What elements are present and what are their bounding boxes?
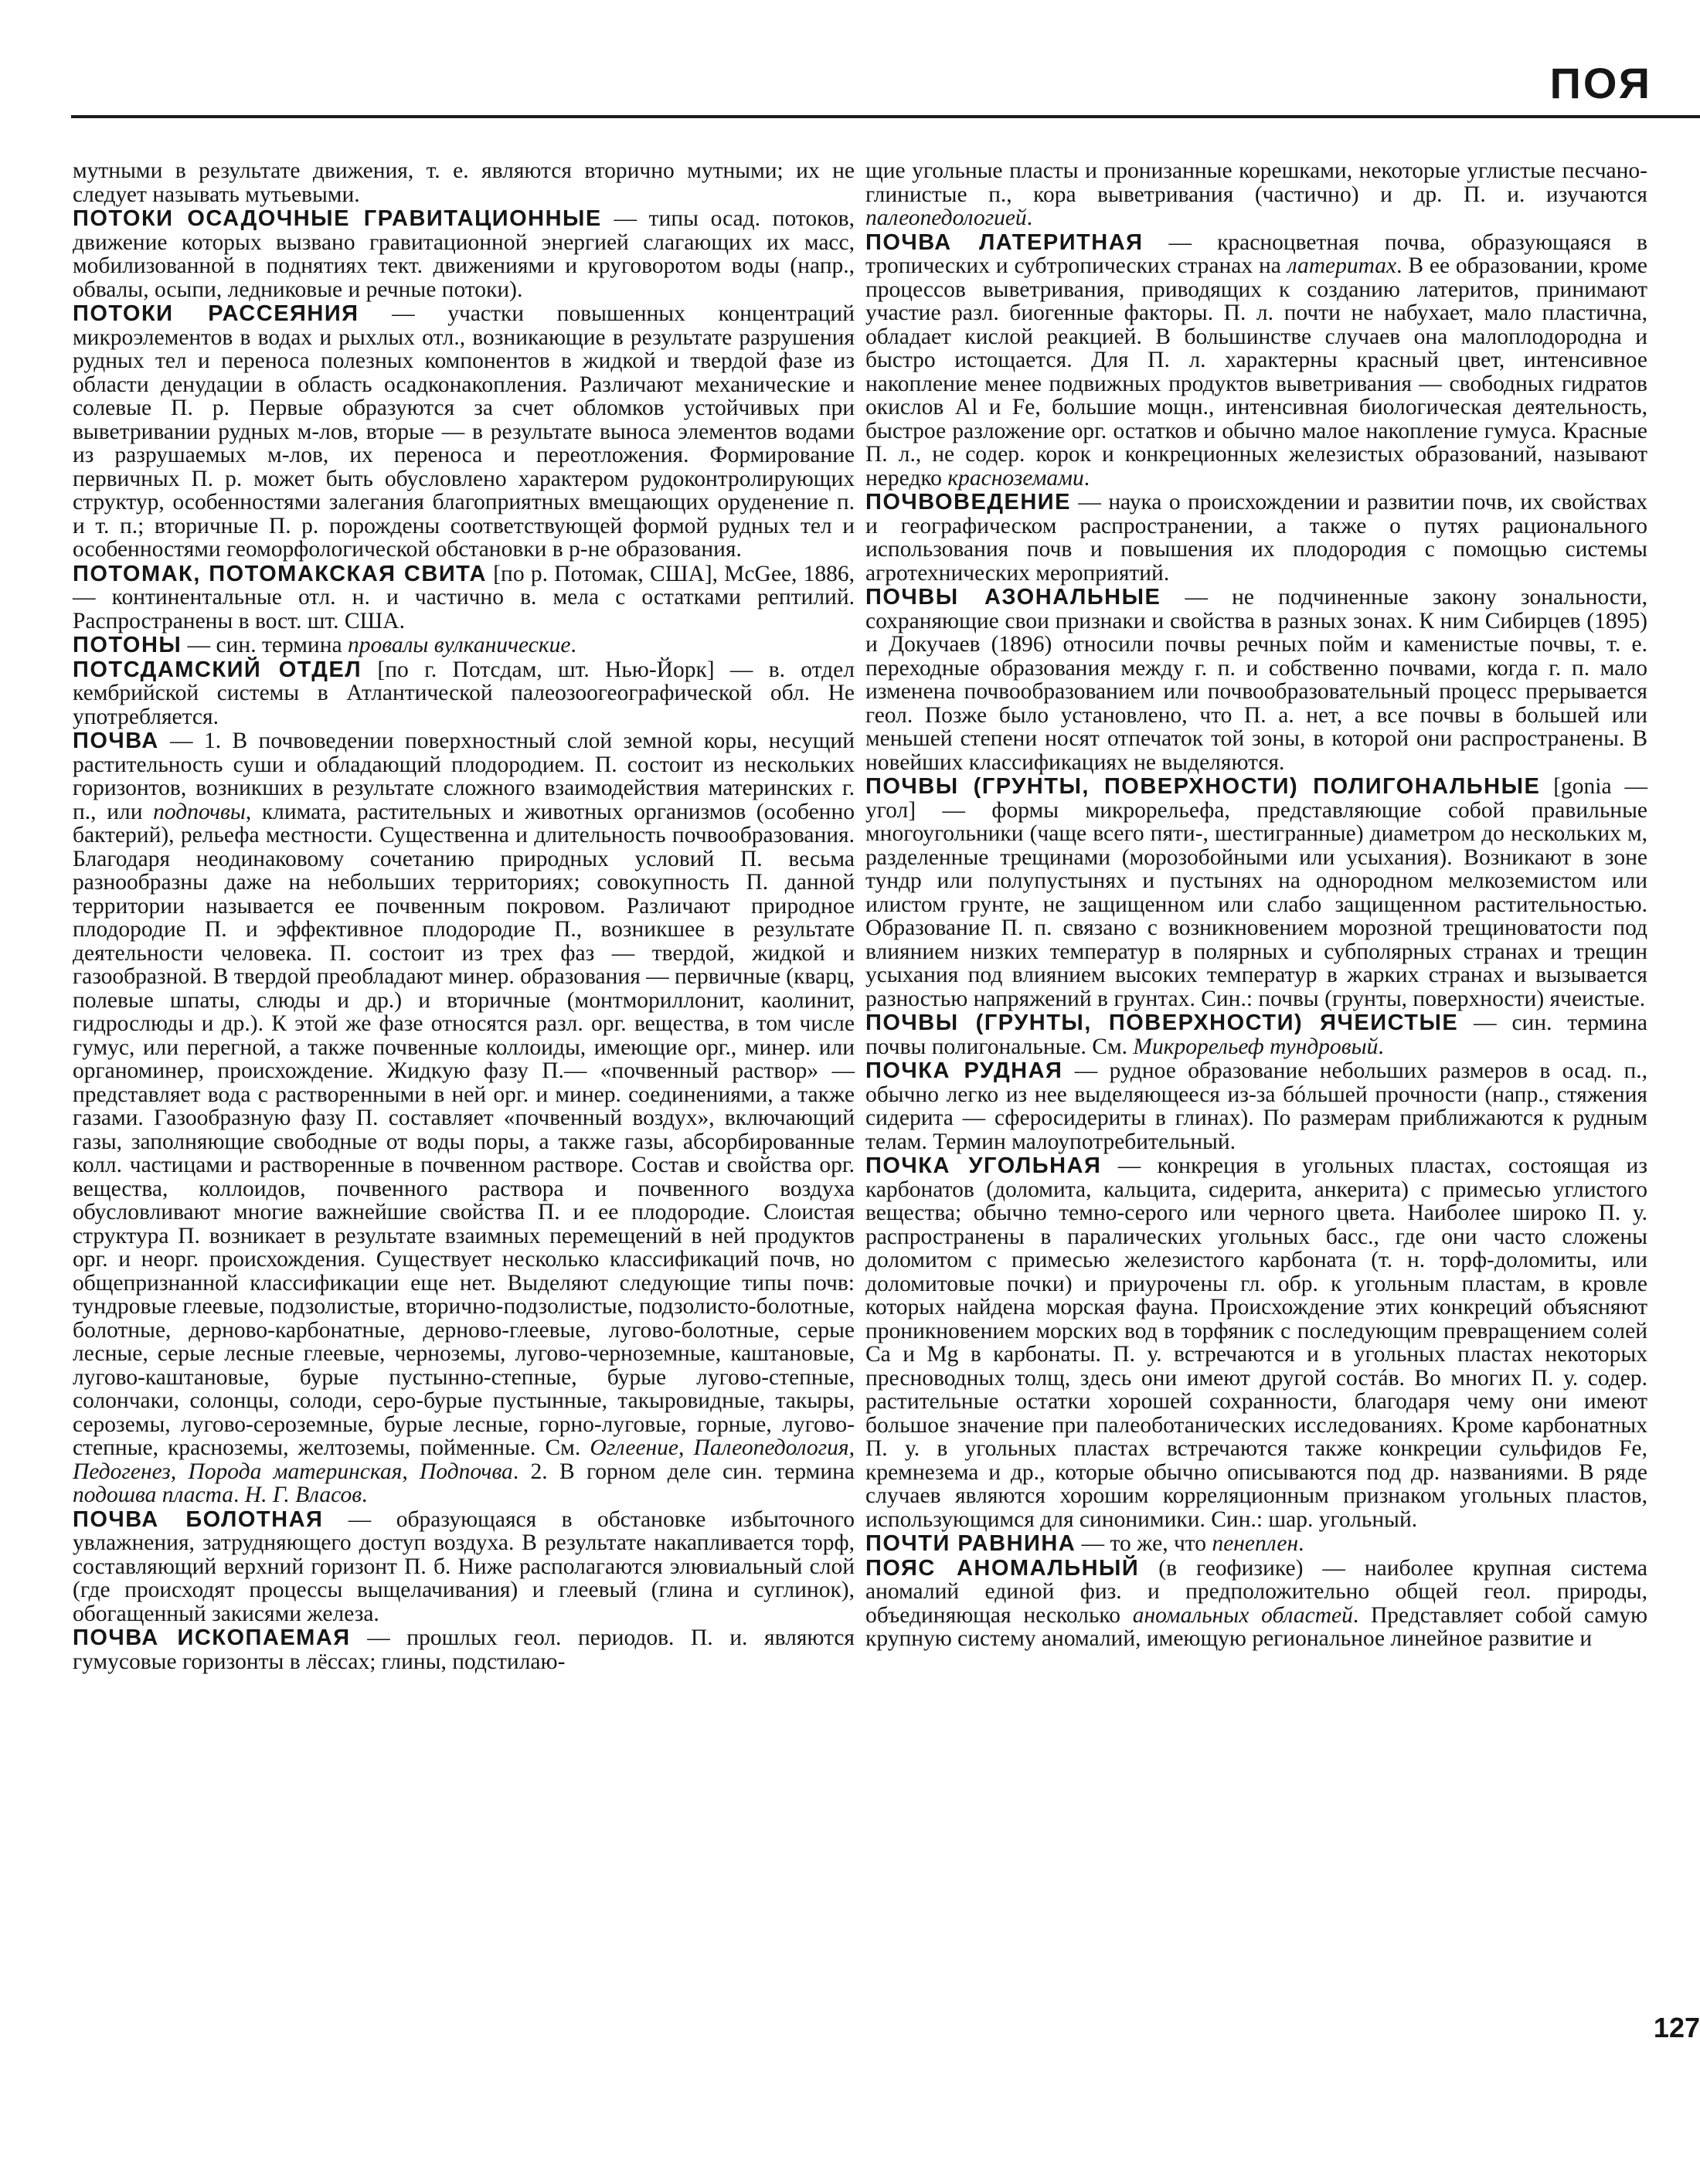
entry-headword: ПОЧВЫ (ГРУНТЫ, ПОВЕРХНОСТИ) ЯЧЕИСТЫЕ	[865, 1010, 1459, 1035]
entry-text: — образующаяся в обстановке избыточного увлажнения, затрудняющего доступ воздуха. В результате накапливается торф, составляющий верхний горизонт П. б. Ниже располагаются элювиальный слой (где происходят процессы выщелачивания) и глеевый (глина и суглинок), обогащенный закисями железа.	[73, 1506, 855, 1626]
entry-headword: ПОТОКИ РАССЕЯНИЯ	[73, 301, 359, 326]
dictionary-entry	[73, 1626, 855, 1673]
dictionary-entry	[73, 633, 855, 657]
dictionary-entry	[73, 302, 855, 562]
entry-headword: ПОЧКА УГОЛЬНАЯ	[865, 1153, 1102, 1178]
entry-reference: пенеплен	[1212, 1531, 1299, 1556]
entry-text: .	[233, 1483, 245, 1507]
entry-headword: ПОЧВА БОЛОТНАЯ	[73, 1506, 324, 1532]
dictionary-entry	[865, 1532, 1647, 1556]
entry-reference: Оглеение, Палеопедология, Педогенез, Порода материнская, Подпочва	[73, 1435, 855, 1484]
entry-text: — типы осад. потоков, движение которых вызвано гравитационной энергией слагающих их масс, мобилизованной в поднятиях тект. движениями и круговоротом воды (напр., обвалы, осыпи, ледниковые и речные потоки).	[73, 206, 855, 302]
entry-headword: ПОЧТИ РАВНИНА	[865, 1531, 1076, 1556]
entry-text: — участки повышенных концентраций микроэлементов в водах и рыхлых отл., возникающие в результате разрушения рудных тел и переноса полезных компонентов в жидкой и твердой фазе из области денудации в область осадконакопления. Различают механические и солевые П. р. Первые образуются за счет обломков устойчивых при выветривании рудных м-лов, вторые — в результате выноса элементов водами из разрушаемых м-лов, их переноса и переотложения. Формирование первичных П. р. может быть обусловлено характером рудоконтролирующих структур, особенностями залегания благоприятных вмещающих оруденение п. и т. п.; вторичные П. р. порождены соответствующей формой рудных тел и особенностями геоморфологической обстановки в р-не образования.	[73, 301, 855, 562]
dictionary-entry	[73, 207, 855, 301]
dictionary-entry	[73, 658, 855, 729]
entry-reference: красноземами	[947, 465, 1084, 491]
entry-text: — рудное образование небольших размеров в осад. п., обычно легко из нее выделяющееся из-за бóльшей прочности (напр., стяжения сидерита — сферосидериты в глинах). По размерам приближаются к рудным телам. Термин малоупотребительный.	[865, 1058, 1647, 1154]
dictionary-entry	[865, 775, 1647, 1010]
entry-reference: аномальных областей	[1132, 1602, 1353, 1628]
entry-text: — 1. В почвоведении поверхностный слой земной коры, несущий растительность суши и обладающий плодородием. П. состоит из нескольких горизонтов, возникших в результате сложного взаимодействия материнских г. п., или	[73, 729, 855, 824]
entry-reference: латеритах	[1287, 253, 1397, 278]
entry-text: [gonia — угол] — формы микрорельефа, представляющие собой правильные многоугольники (чаще всего пяти-, шестигранные) диаметром до нескольких м, разделенные трещинами (морозобойными или усыхания). Возникают в зоне тундр или полупустынях и пустынях на однородном мелкоземистом или илистом грунте, не защищенном или слабо защищенном растительностью. Образование П. п. связано с возникновением морозной трещиноватости под влиянием низких температур в полярных и субполярных странах и трещин усыхания под влиянием высоких температур в жарких странах и вызывается разностью напряжений в грунтах. Син.: почвы (грунты, поверхности) ячеистые.	[865, 774, 1647, 1011]
entry-text: — прошлых геол. периодов. П. и. являются гумусовые горизонты в лёссах; глины, подстилаю-	[73, 1625, 855, 1674]
entry-headword: ПОЧКА РУДНАЯ	[865, 1058, 1063, 1083]
entry-reference: подпочвы	[153, 799, 246, 824]
page-number: 127	[1653, 2012, 1700, 2043]
dictionary-entry	[865, 231, 1647, 491]
entry-headword: ПОЧВОВЕДЕНИЕ	[865, 490, 1071, 515]
entry-text: мутными в результате движения, т. е. являются вторично мутными; их не следует называть мутьевыми.	[73, 158, 855, 207]
entry-reference: провалы вулканические	[347, 633, 571, 657]
entry-reference: подошва пласта	[73, 1483, 234, 1507]
entry-text: [по р. Потомак, США], McGee, 1886,— континентальные отл. н. и частично в. мела с остатками рептилий. Распространены в вост. шт. США.	[73, 561, 855, 633]
dictionary-entry	[73, 562, 855, 633]
dictionary-entry	[73, 1508, 855, 1626]
dictionary-entry	[73, 159, 855, 206]
entry-headword: ПОЧВЫ АЗОНАЛЬНЫЕ	[865, 585, 1161, 610]
entry-text: . Представляет собой самую крупную систему аномалий, имеющую региональное линейное развитие и	[865, 1602, 1647, 1651]
entry-text: — красноцветная почва, образующаяся в тропических и субтропических странах на	[865, 229, 1647, 278]
entry-reference: Микрорельеф тундровый	[1133, 1034, 1379, 1059]
running-head: ПОЯ	[1549, 59, 1652, 107]
entry-text: .	[1026, 205, 1033, 230]
entry-headword: ПОТСДАМСКИЙ ОТДЕЛ	[73, 657, 362, 682]
entry-text: (в геофизике) — наиболее крупная система аномалий единой физ. и предположительно общей геол. природы, объединяющая несколько	[865, 1555, 1647, 1628]
dictionary-entry	[865, 1011, 1647, 1058]
entry-headword: ПОЧВА ИСКОПАЕМАЯ	[73, 1625, 351, 1650]
entry-text: — то же, что	[1076, 1531, 1212, 1556]
entry-text: . 2. В горном деле син. термина	[512, 1459, 855, 1484]
entry-headword: ПОТОКИ ОСАДОЧНЫЕ ГРАВИТАЦИОННЫЕ	[73, 206, 602, 231]
right-column	[865, 159, 1647, 1652]
left-column	[73, 159, 855, 1674]
entry-headword: ПОЧВА	[73, 729, 159, 753]
entry-headword: ПОЯС АНОМАЛЬНЫЙ	[865, 1555, 1140, 1581]
entry-text: [по г. Потсдам, шт. Нью-Йорк] — в. отдел кембрийской системы в Атлантической палеозоогеографической обл. Не употребляется.	[73, 657, 855, 729]
entry-text: — конкреция в угольных пластах, состоящая из карбонатов (доломита, кальцита, сидерита, анкерита) с примесью углистого вещества; обычно темно-серого или черного цвета. Наиболее широко П. у. распространены в паралических угольных басс., где они часто сложены доломитом с примесью железистого карбоната (т. н. торф-доломиты, или доломитовые почки) и приурочены гл. обр. к угольным пластам, в кровле которых найдена морская фауна. Происхождение этих конкреций объясняют проникновением морских вод в торфяник с последующим превращением солей Ca и Mg в карбонаты. П. у. встречаются и в угольных пластах некоторых пресноводных толщ, здесь они имеют другой состáв. Во многих П. у. содер. растительные остатки хорошей сохранности, благодаря чему они имеют большое значение при палеоботанических исследованиях. Кроме карбонатных П. у. в угольных пластах встречаются также конкреции сульфидов Fe, кремнезема и др., которые обычно описываются под др. названиями. В ряде случаев являются хорошим корреляционным признаком угольных пластов, использующимся для синонимики. Син.: шар. угольный.	[865, 1153, 1647, 1532]
entry-headword: ПОЧВЫ (ГРУНТЫ, ПОВЕРХНОСТИ) ПОЛИГОНАЛЬНЫЕ	[865, 774, 1541, 799]
dictionary-entry	[865, 1059, 1647, 1153]
dictionary-entry	[73, 729, 855, 1507]
entry-headword: ПОТОНЫ	[73, 633, 182, 657]
dictionary-entry	[865, 1557, 1647, 1651]
entry-reference: Н. Г. Власов	[244, 1483, 362, 1507]
dictionary-entry	[865, 491, 1647, 585]
entry-text: , климата, растительных и животных организмов (особенно бактерий), рельефа местности. Существенна и длительность почвообразования. Благодаря неодинаковому сочетанию природных условий П. весьма разнообразны даже на небольших территориях; совокупность П. данной территории называется ее почвенным покровом. Различают природное плодородие П. и эффективное плодородие П., возникшее в результате деятельности человека. П. состоит из трех фаз — твердой, жидкой и газообразной. В твердой преобладают минер. образования — первичные (кварц, полевые шпаты, слюды и др.) и вторичные (монтмориллонит, каолинит, гидрослюды и др.). К этой же фазе относятся разл. орг. вещества, в том числе гумус, или перегной, а также почвенные коллоиды, имеющие орг., минер. или органоминер, происхождение. Жидкую фазу П.— «почвенный раствор» — представляет вода с растворенными в ней орг. и минер. соединениями, а также газами. Газообразную фазу П. составляет «почвенный воздух», включающий газы, заполняющие свободные от воды поры, а также газы, абсорбированные колл. частицами и растворенные в почвенном растворе. Состав и свойства орг. вещества, коллоидов, почвенного раствора и почвенного воздуха обусловливают многие важнейшие свойства П. и ее плодородие. Слоистая структура П. возникает в результате взаимных перемещений в ней продуктов орг. и неорг. происхождения. Существует несколько классификаций почв, но общепризнанной классификации еще нет. Выделяют следующие типы почв: тундровые глеевые, подзолистые, вторично-подзолистые, подзолисто-болотные, болотные, дерново-карбонатные, дерново-глеевые, лугово-болотные, серые лесные, серые лесные глеевые, черноземы, лугово-черноземные, каштановые, лугово-каштановые, бурые пустынно-степные, бурые лугово-степные, солончаки, солонцы, солоди, серо-бурые пустынные, такыровидные, такыры, сероземы, лугово-сероземные, бурые лесные, горно-луговые, горные, лугово-степные, красноземы, желтоземы, пойменные. См.	[73, 799, 855, 1460]
entry-text: .	[570, 633, 576, 657]
entry-text: — не подчиненные закону зональности, сохраняющие свои признаки и свойства в разных зонах. К ним Сибирцев (1895) и Докучаев (1896) относили почвы речных пойм и каменистые почвы, т. е. переходные образования между г. п. и собственно почвами, когда г. п. мало изменена почвообразованием или почвообразовательный процесс прерывается геол. Позже было установлено, что П. а. нет, а все почвы в большей или меньшей степени носят отпечаток той зоны, в которой они распространены. В новейших классификациях не выделяются.	[865, 585, 1648, 775]
entry-text: щие угольные пласты и пронизанные корешками, некоторые углистые песчано-глинистые п., кора выветривания (частично) и др. П. и. изучаются	[865, 158, 1647, 207]
entry-headword: ПОТОМАК, ПОТОМАКСКАЯ СВИТА	[73, 561, 487, 586]
header-rule	[71, 115, 1700, 118]
entry-text: — син. термина	[182, 633, 348, 657]
entry-headword: ПОЧВА ЛАТЕРИТНАЯ	[865, 229, 1144, 255]
entry-reference: палеопедологией	[865, 205, 1027, 230]
entry-text: .	[1378, 1034, 1384, 1059]
dictionary-entry	[865, 1154, 1647, 1531]
entry-text: — син. термина почвы полигональные. См.	[865, 1010, 1647, 1059]
entry-text: .	[362, 1483, 368, 1507]
dictionary-entry	[865, 586, 1647, 774]
entry-text: .	[1083, 465, 1090, 491]
entry-text: — наука о происхождении и развитии почв, их свойствах и географическом распространении, а также о путях рационального использования почв и повышения их плодородия с помощью системы агротехнических мероприятий.	[865, 490, 1647, 586]
entry-text: . В ее образовании, кроме процессов выветривания, приводящих к созданию латеритов, принимают участие разл. биогенные факторы. П. л. почти не набухает, мало пластична, обладает кислой реакцией. В большинстве случаев она малоплодородна и быстро истощается. Для П. л. характерны красный цвет, интенсивное накопление менее подвижных продуктов выветривания — свободных гидратов окислов Al и Fe, большие мощн., интенсивная биологическая деятельность, быстрое разложение орг. остатков и обычно малое накопление гумуса. Красные П. л., не содер. корок и конкреционных железистых образований, называют нередко	[865, 253, 1647, 491]
dictionary-entry	[865, 159, 1647, 230]
entry-text: .	[1298, 1531, 1304, 1556]
